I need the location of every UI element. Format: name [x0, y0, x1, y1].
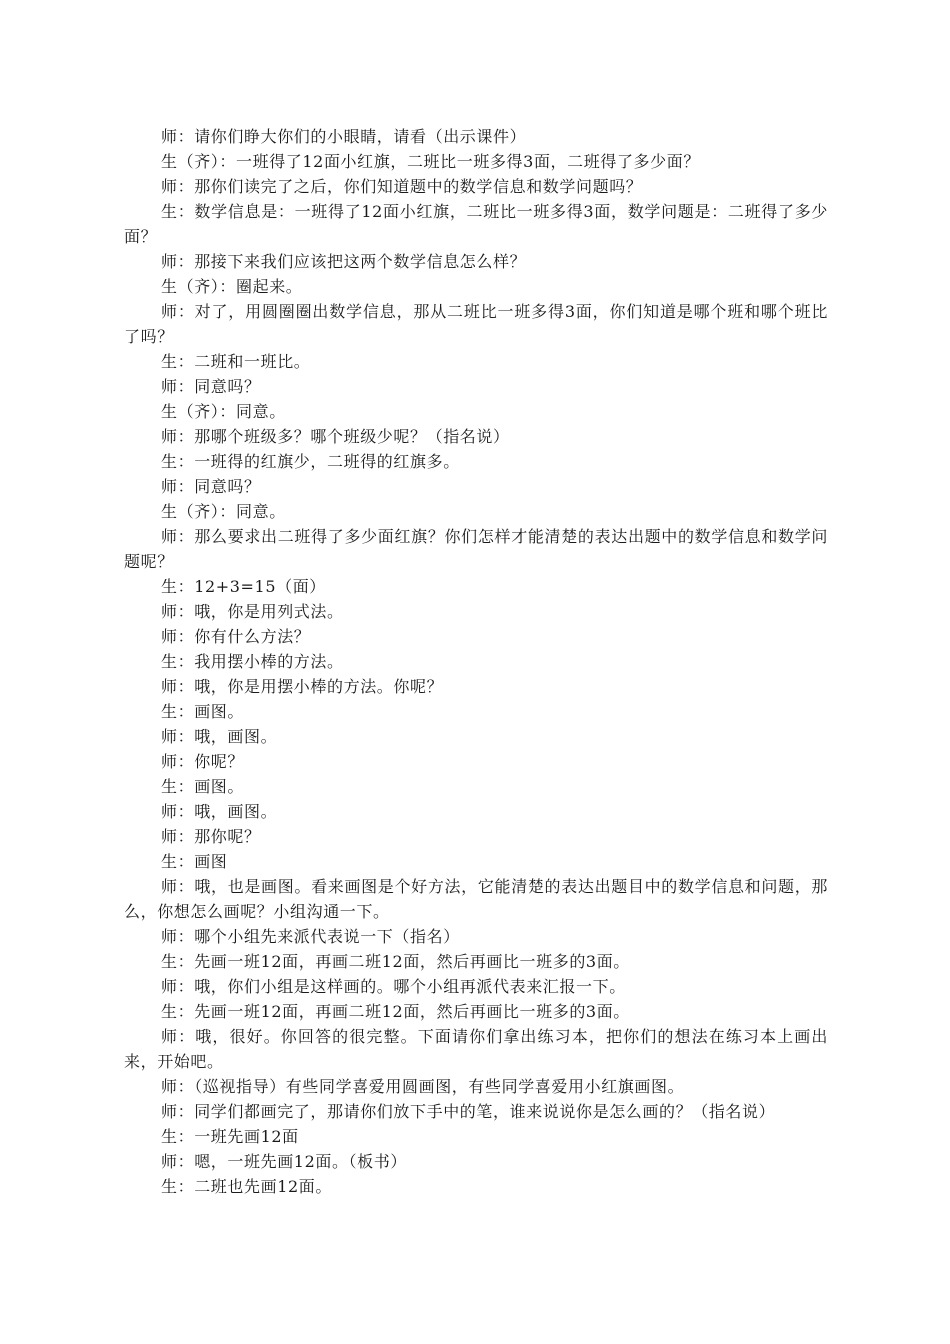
- dialogue-line: 师：哦，画图。: [161, 802, 278, 821]
- dialogue-line: 生：我用摆小棒的方法。: [161, 652, 344, 671]
- dialogue-line: 师：哦，也是画图。看来画图是个好方法，它能清楚的表达出题目中的数学信息和问题，那么，你想怎么画呢？小组沟通一下。: [124, 877, 828, 921]
- dialogue-line: 师：那么要求出二班得了多少面红旗？你们怎样才能清楚的表达出题中的数学信息和数学问题呢？: [124, 527, 828, 571]
- dialogue-line: 生：12+3=15（面）: [161, 577, 326, 596]
- dialogue-line: 生（齐）：一班得了12面小红旗，二班比一班多得3面，二班得了多少面？: [161, 152, 700, 171]
- dialogue-line: 师：那你呢？: [161, 827, 261, 846]
- dialogue-line: 生：二班也先画12面。: [161, 1177, 332, 1196]
- dialogue-line: 师：哦，你是用列式法。: [161, 602, 344, 621]
- dialogue-line: 师：那你们读完了之后，你们知道题中的数学信息和数学问题吗？: [161, 177, 643, 196]
- dialogue-line: 生：二班和一班比。: [161, 352, 311, 371]
- dialogue-line: 生：一班先画12面: [161, 1127, 299, 1146]
- dialogue-line: 师：对了，用圆圈圈出数学信息，那从二班比一班多得3面，你们知道是哪个班和哪个班比了吗？: [124, 302, 828, 346]
- dialogue-line: 师：哦，很好。你回答的很完整。下面请你们拿出练习本，把你们的想法在练习本上画出来，开始吧。: [124, 1027, 828, 1071]
- dialogue-line: 师：嗯，一班先画12面。（板书）: [161, 1152, 407, 1171]
- dialogue-line: 生：一班得的红旗少，二班得的红旗多。: [161, 452, 460, 471]
- dialogue-line: 生：画图: [161, 852, 228, 871]
- dialogue-line: 生：先画一班12面，再画二班12面，然后再画比一班多的3面。: [161, 1002, 630, 1021]
- document-page: [124, 124, 828, 1199]
- dialogue-line: 师：那接下来我们应该把这两个数学信息怎么样？: [161, 252, 527, 271]
- dialogue-line: 师：请你们睁大你们的小眼睛，请看（出示课件）: [161, 127, 527, 146]
- dialogue-line: 师：哦，你们小组是这样画的。哪个小组再派代表来汇报一下。: [161, 977, 626, 996]
- dialogue-line: 生（齐）：圈起来。: [161, 277, 303, 296]
- dialogue-line: 师：同意吗？: [161, 477, 261, 496]
- dialogue-line: 师：（巡视指导）有些同学喜爱用圆画图，有些同学喜爱用小红旗画图。: [161, 1077, 685, 1096]
- dialogue-line: 师：你呢？: [161, 752, 245, 771]
- dialogue-line: 师：哦，画图。: [161, 727, 278, 746]
- dialogue-line: 师：那哪个班级多？哪个班级少呢？（指名说）: [161, 427, 510, 446]
- dialogue-line: 师：哦，你是用摆小棒的方法。你呢？: [161, 677, 444, 696]
- dialogue-line: 生：画图。: [161, 777, 245, 796]
- dialogue-line: 生：先画一班12面，再画二班12面，然后再画比一班多的3面。: [161, 952, 630, 971]
- dialogue-line: 生（齐）：同意。: [161, 502, 286, 521]
- dialogue-line: 师：同学们都画完了，那请你们放下手中的笔，谁来说说你是怎么画的？（指名说）: [161, 1102, 776, 1121]
- dialogue-line: 师：同意吗？: [161, 377, 261, 396]
- dialogue-line: 师：你有什么方法？: [161, 627, 311, 646]
- dialogue-line: 生：画图。: [161, 702, 245, 721]
- dialogue-line: 师：哪个小组先来派代表说一下（指名）: [161, 927, 460, 946]
- dialogue-line: 生（齐）：同意。: [161, 402, 286, 421]
- dialogue-line: 生：数学信息是：一班得了12面小红旗，二班比一班多得3面，数学问题是：二班得了多少面？: [124, 202, 828, 246]
